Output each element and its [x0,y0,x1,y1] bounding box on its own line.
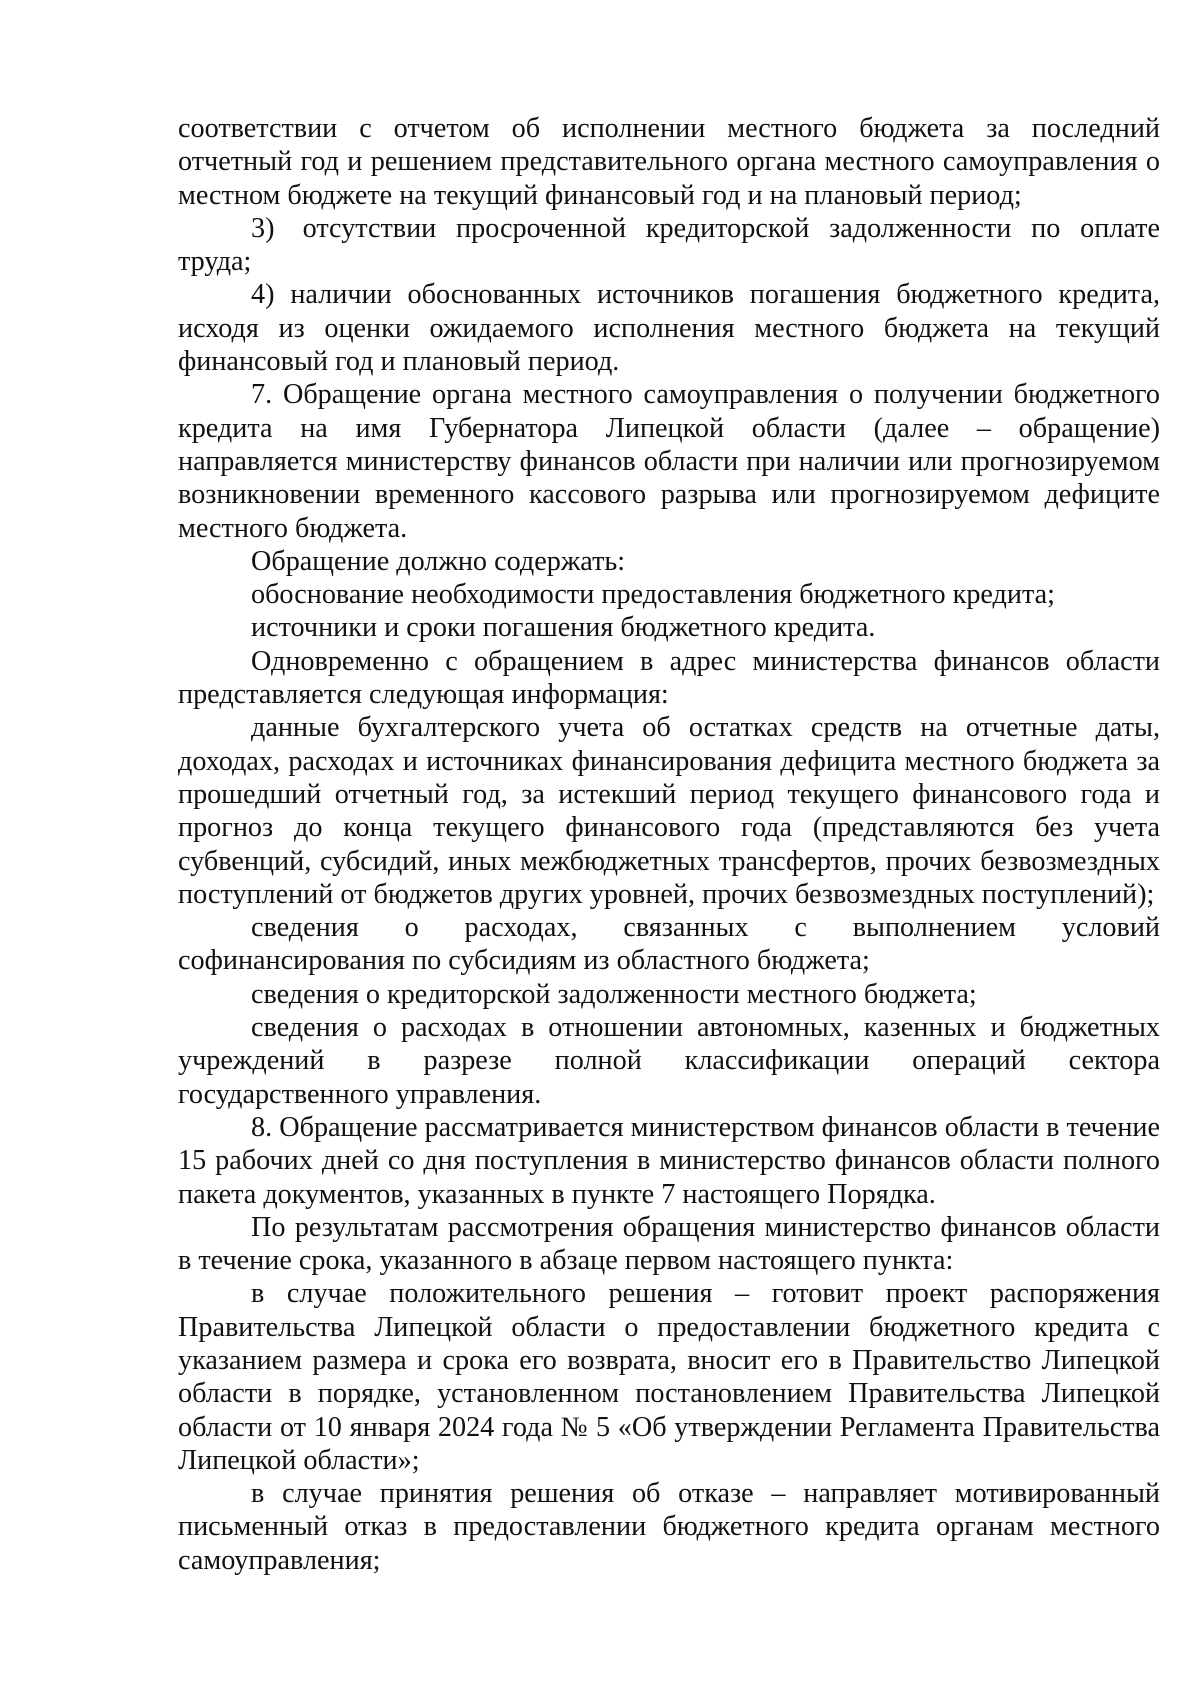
paragraph-accounting-data: данные бухгалтерского учета об остатках средств на отчетные даты, доходах, расходах и источниках финансирования дефицита местного бюджета за прошедший отчетный год, за истекший период текущего финансового года и прогноз до конца текущего финансового года (представляются без учета субвенций, субсидий, иных межбюджетных трансфертов, прочих безвозмездных поступлений от бюджетов других уровней, прочих безвозмездных поступлений); [178,712,1160,910]
paragraph-appeal-repayment-sources: источники и сроки погашения бюджетного кредита. [251,612,876,644]
paragraph-information-intro: Одновременно с обращением в адрес министерства финансов области представляется следующая информация: [178,645,1160,711]
paragraph-item-4: 4) наличии обоснованных источников погашения бюджетного кредита, исходя из оценки ожидаемого исполнения местного бюджета на текущий финансовый год и плановый период. [178,279,1160,378]
paragraph-refusal-decision: в случае принятия решения об отказе – направляет мотивированный письменный отказ в предоставлении бюджетного кредита органам местного самоуправления; [178,1478,1160,1576]
paragraph-creditor-debt-info: сведения о кредиторской задолженности местного бюджета; [251,978,977,1010]
paragraph-review-results: По результатам рассмотрения обращения министерство финансов области в течение срока, указанного в абзаце первом настоящего пункта: [178,1211,1160,1277]
paragraph-appeal-contents-intro: Обращение должно содержать: [251,545,626,577]
paragraph-continuation: соответствии с отчетом об исполнении местного бюджета за последний отчетный год и решением представительного органа местного самоуправления о местном бюджете на текущий финансовый год и на плановый период; [178,113,1160,211]
paragraph-item-3: 3) отсутствии просроченной кредиторской задолженности по оплате труда; [178,212,1160,278]
paragraph-cofinancing-info: сведения о расходах, связанных с выполнением условий софинансирования по субсидиям из областного бюджета; [178,912,1160,977]
paragraph-institutions-expenses: сведения о расходах в отношении автономных, казенных и бюджетных учреждений в разрезе полной классификации операций сектора государственного управления. [178,1012,1160,1110]
document-body [178,112,1160,1577]
paragraph-section-7: 7. Обращение органа местного самоуправления о получении бюджетного кредита на имя Губернатора Липецкой области (далее – обращение) направляется министерству финансов области при наличии или прогнозируемом возникновении временного кассового разрыва или прогнозируемом дефиците местного бюджета. [178,379,1160,544]
paragraph-positive-decision: в случае положительного решения – готовит проект распоряжения Правительства Липецкой области о предоставлении бюджетного кредита с указанием размера и срока его возврата, вносит его в Правительство Липецкой области в порядке, установленном постановлением Правительства Липецкой области от 10 января 2024 года № 5 «Об утверждении Регламента Правительства Липецкой области»; [178,1278,1160,1476]
paragraph-appeal-justification: обоснование необходимости предоставления бюджетного кредита; [251,579,1055,611]
paragraph-section-8: 8. Обращение рассматривается министерством финансов области в течение 15 рабочих дней со дня поступления в министерство финансов области полного пакета документов, указанных в пункте 7 настоящего Порядка. [178,1111,1160,1210]
